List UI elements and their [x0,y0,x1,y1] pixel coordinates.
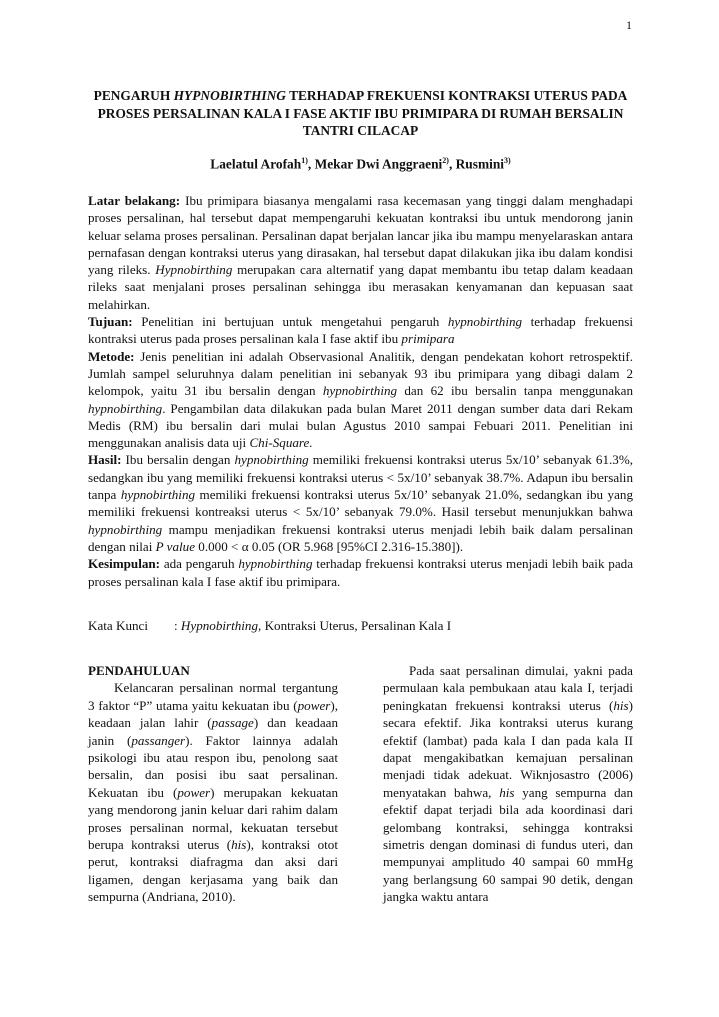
body-text: ), kontraksi otot perut, kontraksi diafragma dan aksi dari ligamen, dengan kerjasama yang baik dan sempurna (Andriana, 2010). [88,837,338,905]
intro-paragraph-2 [383,662,633,906]
body-text: ). Faktor lainnya adalah psikologi ibu atau respon ibu, penolong saat bersalin, dan posisi ibu saat persalinan. Kekuatan ibu ( [88,732,338,800]
author-list [88,156,633,172]
body-italic: power [177,784,211,800]
abstract-text: Jenis penelitian ini adalah Observasional Analitik, dengan pendekatan kohort retrospektif. Jumlah sampel seluruhnya dalam penelitian ini sebanyak 93 ibu primipara yang dibagi dalam 2 kelompok, yaitu 31 ibu bersalin dengan [88,348,633,399]
body-italic: power [297,697,331,713]
intro-right-column [383,662,633,906]
abstract-text: Ibu primipara biasanya mengalami rasa kecemasan yang tinggi dalam menghadapi proses persalinan, hal tersebut dapat mempengaruhi kekuatan kontraksi ibu untuk mendorong janin keluar selama proses persalinan. Persalinan dapat berjalan lancar jika ibu mampu menyelaraskan antara pernafasan dengan kontraksi uterus yang dirasakan, hal tersebut dapat dilakukan jika ibu dalam kondisi yang rileks. [88,193,633,278]
abstract-conclusion [88,555,633,590]
abstract-results [88,451,633,555]
abstract-text: terhadap frekuensi kontraksi uterus menjadi lebih baik pada proses persalinan kala I fase aktif ibu primipara. [88,556,634,589]
paper-title [88,87,633,140]
author-name: Laelatul Arofah [210,156,302,172]
keywords-label: Kata Kunci [88,618,148,633]
author-affiliation: 1) [301,156,308,165]
author-affiliation: 2) [442,156,449,165]
abstract-italic: hypnobirthing [238,556,313,572]
keywords-text: Kontraksi Uterus, Persalinan Kala I [261,618,452,633]
abstract-text: mampu menjadikan frekuensi kontraksi uterus menjadi lebih baik dalam persalinan dengan nilai [88,521,633,554]
abstract-text: Ibu bersalin dengan [121,452,235,468]
abstract-text: ada pengaruh [160,556,239,572]
body-italic: his [231,837,247,853]
keywords [88,617,633,634]
abstract-italic: Hypnobirthing [155,262,233,278]
keywords-italic: Hypnobirthing, [180,618,262,633]
author-name: Rusmini [455,156,505,172]
title-part-2: HYPNOBIRTHING [173,88,286,103]
abstract-method [88,348,633,452]
abstract-italic: Chi-Square. [249,435,313,451]
abstract-italic: primipara [401,331,455,347]
author-separator: , [307,156,315,172]
body-text: Pada saat persalinan dimulai, yakni pada permulaan kala pembukaan atau kala I, terjadi peningkatan frekuensi kontraksi uterus ( [383,663,633,713]
abstract-text: . Pengambilan data dilakukan pada bulan Maret 2011 dengan sumber data dari Rekam Medis (RM) ibu bersalin dari mulai bulan Agustus 2010 sampai Febuari 2011. Penelitian ini menggunakan analisis data uji [88,400,633,451]
abstract-background-label: Latar belakang: [88,193,181,208]
section-heading: PENDAHULUAN [88,663,190,678]
intro-paragraph-1 [88,679,338,905]
abstract-text: terhadap frekuensi kontraksi uterus pada proses persalinan kala I fase aktif ibu [88,314,634,347]
body-text: Kelancaran persalinan normal tergantung 3 faktor “P” utama yaitu kekuatan ibu ( [88,680,338,713]
intro-left-column [88,662,338,906]
abstract-text: merupakan cara alternatif yang dapat membantu ibu tetap dalam keadaan rileks saat menjalani proses persalinan sehingga ibu merasakan kenyamanan dan kepuasan saat melahirkan. [88,262,633,312]
abstract-text: memiliki frekuensi kontraksi uterus 5x/10’ sebanyak 21.0%, sedangkan ibu yang memiliki frekuensi kontreaksi uterus < 5x/10’ sebanyak 79.0%. Hasil tersebut menunjukkan bahwa [88,487,634,520]
abstract-italic: hypnobirthing [447,314,523,330]
abstract-objective [88,313,633,348]
body-text: ) merupakan kekuatan yang mendorong janin keluar dari rahim dalam proses persalinan normal, kekuatan tersebut berupa kontraksi uterus ( [88,784,338,853]
body-text: ) dan keadaan janin ( [88,715,338,748]
abstract [88,192,633,590]
abstract-method-label: Metode: [88,348,135,364]
abstract-italic: hypnobirthing [88,400,163,416]
body-text: ), keadaan jalan lahir ( [88,697,338,731]
author-name: Mekar Dwi Anggraeni [314,156,443,172]
abstract-text: Penelitian ini bertujuan untuk mengetahui pengaruh [132,314,448,330]
author-separator: , [448,156,456,172]
abstract-objective-label: Tujuan: [88,314,133,330]
abstract-background [88,192,633,313]
body-italic: his [613,697,629,713]
author-affiliation: 3) [504,156,511,165]
abstract-text: 0.000 < α 0.05 (OR 5.968 [95%CI 2.316-15.380]). [195,538,464,554]
abstract-text: memiliki frekuensi kontraksi uterus 5x/10’ sebanyak 61.3%, sedangkan ibu yang memiliki frekuensi kontraksi uterus < 5x/10’ sebanyak 38.7%. Adapun ibu bersalin tanpa [88,452,633,503]
abstract-results-label: Hasil: [88,452,122,468]
abstract-italic: P value [155,538,196,554]
abstract-italic: hypnobirthing [322,383,398,399]
abstract-italic: hypnobirthing [120,487,196,503]
page-number: 1 [626,18,632,32]
body-italic: his [499,784,515,800]
title-part-3: TERHADAP FREKUENSI KONTRAKSI UTERUS PADA PROSES PERSALINAN KALA I FASE AKTIF IBU PRIMIPARA DI RUMAH BERSALIN TANTRI CILACAP [97,88,628,138]
abstract-italic: hypnobirthing [88,521,163,537]
body-text: yang sempurna dan efektif dapat terjadi bila ada koordinasi dari gelombang kontraksi, sehingga kontraksi simetris dengan dominasi di fundus uteri, dan mempunyai amplitudo 40 sampai 60 mmHg yang berlangsung 60 sampai 90 detik, dengan jangka waktu antara [383,784,633,905]
body-italic: passanger [131,732,186,748]
keywords-colon: : [174,618,181,633]
abstract-italic: hypnobirthing [234,452,309,468]
body-italic: passage [211,715,254,731]
title-part-1: PENGARUH [93,88,174,103]
abstract-conclusion-label: Kesimpulan: [88,556,161,572]
abstract-text: dan 62 ibu bersalin tanpa menggunakan [397,383,633,399]
body-text: ) secara efektif. Jika kontraksi uterus kurang efektif (lambat) pada kala I dan pada kala II dapat mengakibatkan kemajuan persalinan menjadi tidak adekuat. Wiknjosastro (2006) menyatakan bahwa, [383,697,633,800]
